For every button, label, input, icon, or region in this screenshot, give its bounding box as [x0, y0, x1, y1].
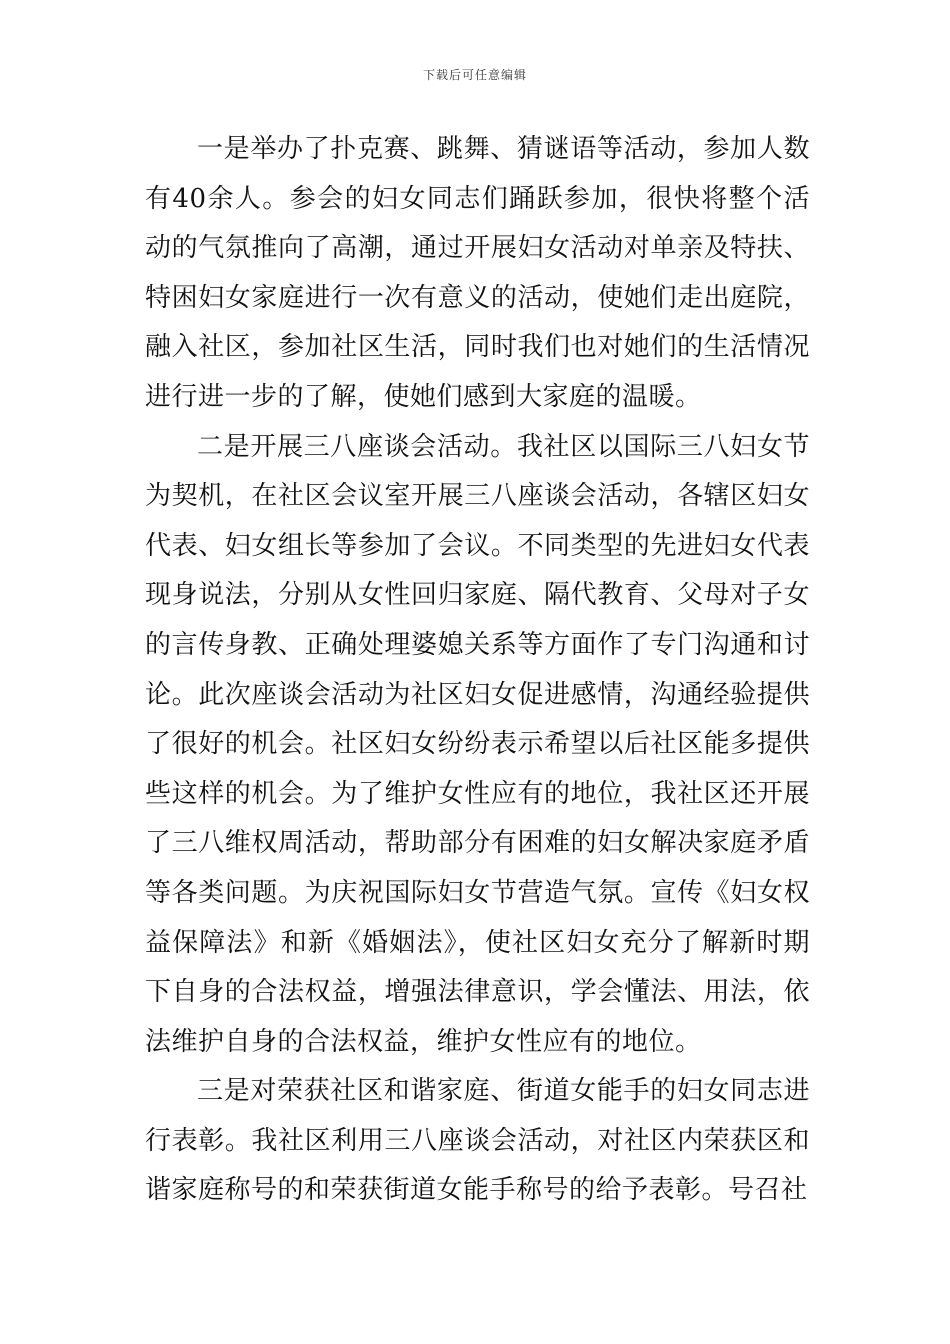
- paragraph-2: 二是开展三八座谈会活动。我社区以国际三八妇女节为契机，在社区会议室开展三八座谈会活动，各辖区妇女代表、妇女组长等参加了会议。不同类型的先进妇女代表现身说法，分别从女性回归家庭、隔代教育、父母对子女的言传身教、正确处理婆媳关系等方面作了专门沟通和讨论。此次座谈会活动为社区妇女促进感情，沟通经验提供了很好的机会。社区妇女纷纷表示希望以后社区能多提供些这样的机会。为了维护女性应有的地位，我社区还开展了三八维权周活动，帮助部分有困难的妇女解决家庭矛盾等各类问题。为庆祝国际妇女节营造气氛。宣传《妇女权益保障法》和新《婚姻法》，使社区妇女充分了解新时期下自身的合法权益，增强法律意识，学会懂法、用法，依法维护自身的合法权益，维护女性应有的地位。: [145, 431, 810, 1057]
- document-body: [145, 125, 810, 1216]
- paragraph-3: 三是对荣获社区和谐家庭、街道女能手的妇女同志进行表彰。我社区利用三八座谈会活动，对社区内荣获区和谐家庭称号的和荣获街道女能手称号的给予表彰。号召社: [145, 1076, 810, 1206]
- paragraph-1: 一是举办了扑克赛、跳舞、猜谜语等活动，参加人数有40余人。参会的妇女同志们踊跃参加，很快将整个活动的气氛推向了高潮，通过开展妇女活动对单亲及特扶、特困妇女家庭进行一次有意义的活动，使她们走出庭院，融入社区，参加社区生活，同时我们也对她们的生活情况进行进一步的了解，使她们感到大家庭的温暖。: [145, 134, 810, 412]
- header-note: 下载后可任意编辑: [422, 68, 527, 82]
